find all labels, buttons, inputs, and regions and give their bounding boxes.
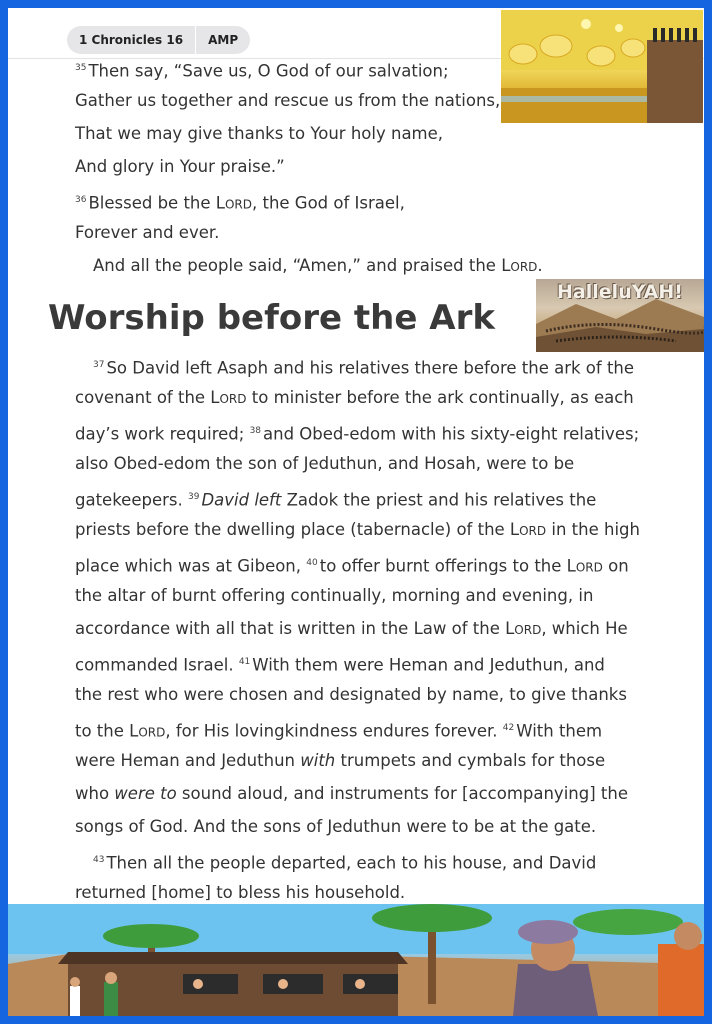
verse-text: And glory in Your praise.”	[75, 157, 285, 176]
verse-text: accordance with all that is written in the Law of the	[75, 619, 506, 638]
verse-text: priests before the dwelling place (tabernacle) of the	[75, 520, 510, 539]
verse-text: the altar of burnt offering continually, morning and evening, in	[75, 586, 594, 605]
verse-line	[75, 156, 285, 178]
section-heading: Worship before the Ark	[48, 298, 495, 338]
verse-line	[75, 882, 405, 904]
verse-text: and Obed-edom with his sixty-eight relatives;	[263, 424, 640, 444]
verse-number: 42	[502, 723, 515, 733]
verse-text: who	[75, 784, 115, 803]
verse-line	[75, 783, 628, 805]
verse-text: With them	[516, 721, 603, 741]
verse-text: day’s work required;	[75, 424, 250, 444]
verse-text: trumpets and cymbals for those	[335, 751, 606, 770]
verse-line	[75, 618, 628, 640]
divine-name: Lord	[505, 619, 542, 638]
verse-number: 39	[187, 492, 200, 502]
verse-text: covenant of the	[75, 388, 211, 407]
verse-text: Gather us together and rescue us from the nations,	[75, 91, 501, 110]
banner-text: HalleluYAH!	[557, 281, 683, 303]
verse-line	[75, 816, 596, 838]
verse-text: in the high	[546, 520, 640, 539]
verse-number: 35	[75, 63, 87, 73]
verse-number: 36	[75, 195, 87, 205]
verse-text: That we may give thanks to Your holy name,	[75, 124, 444, 143]
verse-line	[75, 519, 640, 541]
reader-page	[8, 8, 704, 1016]
divine-name: Lord	[501, 256, 538, 275]
village-illustration-art	[8, 904, 704, 1016]
praise-illustration-art	[501, 10, 703, 123]
verse-text: commanded Israel.	[75, 655, 239, 675]
verse-italic: with	[300, 751, 336, 770]
verse-line	[75, 486, 596, 512]
verse-italic: were to	[114, 784, 177, 803]
divine-name: Lord	[509, 520, 547, 539]
book-chapter-button[interactable]: 1 Chronicles 16	[79, 33, 184, 47]
verse-line	[75, 717, 602, 743]
verse-line	[75, 585, 593, 607]
verse-number: 43	[93, 855, 105, 865]
verse-text: , the God of Israel,	[251, 193, 405, 213]
verse-number: 38	[249, 426, 262, 436]
verse-line	[75, 189, 405, 215]
verse-text: sound aloud, and instruments for [accompanying] the	[176, 784, 628, 803]
verse-text: Zadok the priest and his relatives the	[281, 490, 597, 510]
divine-name: Lord	[215, 193, 252, 213]
verse-line	[75, 552, 629, 578]
chapter-selector[interactable]	[67, 26, 250, 54]
verse-text: to minister before the ark continually, as each	[246, 388, 634, 407]
verse-line	[75, 420, 639, 446]
verse-italic: David left	[201, 490, 282, 510]
verse-number: 37	[93, 360, 105, 370]
hallelujah-banner	[536, 279, 704, 352]
verse-text: were Heman and Jeduthun	[75, 751, 301, 770]
verse-number: 40	[306, 558, 318, 568]
village-illustration	[8, 904, 704, 1016]
verse-line	[75, 453, 574, 475]
verse-text: to offer burnt offerings to the	[319, 556, 567, 576]
verse-line	[75, 90, 500, 112]
verse-line	[93, 255, 543, 277]
verse-line	[93, 354, 634, 380]
verse-text: , for His lovingkindness endures forever.	[165, 721, 503, 741]
verse-text: to the	[75, 721, 130, 741]
verse-text: With them were Heman and Jeduthun, and	[252, 655, 605, 675]
verse-text: songs of God. And the sons of Jeduthun were to be at the gate.	[75, 817, 597, 836]
verse-text: .	[537, 256, 543, 275]
verse-text: Forever and ever.	[75, 223, 220, 242]
verse-line	[75, 651, 605, 677]
praise-illustration	[501, 10, 703, 123]
verse-text: also Obed-edom the son of Jeduthun, and Hosah, were to be	[75, 454, 575, 473]
verse-line	[75, 57, 449, 83]
version-button[interactable]: AMP	[208, 33, 239, 47]
verse-line	[75, 123, 443, 145]
verse-line	[75, 387, 634, 409]
verse-text: Blessed be the	[88, 193, 216, 213]
verse-text: gatekeepers.	[75, 490, 188, 510]
verse-text: the rest who were chosen and designated by name, to give thanks	[75, 685, 627, 704]
verse-text: Then all the people departed, each to his house, and David	[106, 853, 597, 873]
verse-text: place which was at Gibeon,	[75, 556, 307, 576]
divine-name: Lord	[129, 721, 166, 741]
verse-text: And all the people said, “Amen,” and praised the	[93, 256, 502, 275]
verse-text: So David left Asaph and his relatives there before the ark of the	[106, 358, 635, 378]
verse-line	[93, 849, 596, 875]
divine-name: Lord	[210, 388, 247, 407]
verse-number: 41	[238, 657, 251, 667]
verse-line	[75, 684, 627, 706]
verse-line	[75, 222, 219, 244]
verse-text: returned [home] to bless his household.	[75, 883, 406, 902]
verse-text: on	[602, 556, 629, 576]
verse-text: , which He	[541, 619, 628, 638]
verse-text: Then say, “Save us, O God of our salvation;	[88, 61, 449, 81]
divine-name: Lord	[566, 556, 603, 576]
verse-line	[75, 750, 605, 772]
